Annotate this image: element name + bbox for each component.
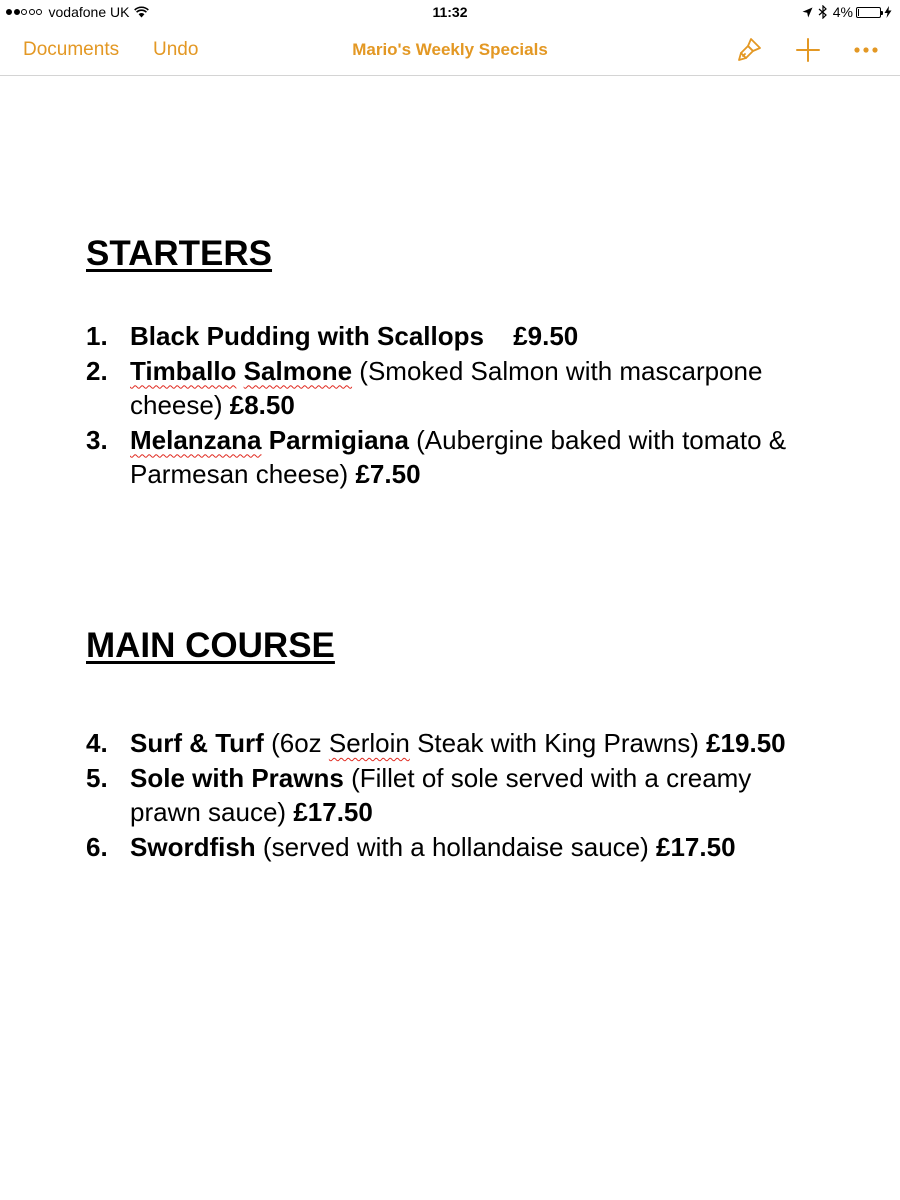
carrier-name: vodafone UK	[48, 4, 130, 20]
item-number: 2.	[86, 355, 108, 386]
battery-fill	[858, 9, 859, 16]
item-price: £17.50	[293, 797, 373, 827]
item-description-misspelled: Serloin	[328, 728, 410, 758]
document-canvas[interactable]	[0, 76, 900, 1200]
main-course-heading: MAIN COURSE	[86, 626, 335, 665]
main-course-list	[86, 726, 806, 864]
status-bar	[0, 0, 900, 26]
item-number: 5.	[86, 762, 108, 793]
document-title: Mario's Weekly Specials	[352, 40, 548, 59]
toolbar	[0, 26, 900, 76]
starters-heading: STARTERS	[86, 234, 273, 273]
charging-bolt-icon	[884, 6, 892, 18]
item-name: Parmigiana	[268, 424, 409, 455]
item-description: (Aubergine baked with tomato & Parmesan cheese)	[130, 424, 787, 489]
list-item	[86, 354, 806, 423]
item-name: Black Pudding with Scallops	[130, 321, 484, 351]
location-arrow-icon	[802, 7, 813, 18]
more-icon[interactable]	[851, 35, 881, 65]
item-description: (served with a hollandaise sauce)	[262, 831, 649, 862]
item-price: £19.50	[706, 728, 786, 758]
list-item	[86, 830, 806, 865]
list-item	[86, 423, 806, 492]
list-item	[86, 319, 806, 354]
item-number: 4.	[86, 728, 108, 758]
item-number: 1.	[86, 321, 108, 351]
list-item	[86, 726, 806, 761]
plus-icon[interactable]	[793, 35, 823, 65]
paintbrush-icon[interactable]	[734, 35, 764, 65]
item-price: £9.50	[513, 321, 579, 351]
item-name-misspelled: Melanzana	[130, 424, 262, 455]
bluetooth-icon	[818, 5, 828, 19]
item-description: (Fillet of sole served with a creamy prawn sauce)	[130, 762, 752, 827]
list-item	[86, 761, 806, 830]
item-price: £17.50	[656, 831, 736, 862]
battery-percentage: 4%	[832, 4, 853, 20]
item-name-misspelled: Timballo	[130, 355, 237, 386]
item-price: £8.50	[229, 390, 295, 420]
starters-list	[86, 319, 806, 492]
status-right	[802, 4, 892, 20]
item-description: (6oz	[271, 728, 322, 758]
documents-button[interactable]: Documents	[23, 39, 120, 60]
item-name-misspelled: Salmone	[243, 355, 353, 386]
item-description: Steak with King Prawns)	[417, 728, 699, 758]
item-number: 6.	[86, 831, 108, 862]
undo-button[interactable]: Undo	[153, 39, 199, 60]
item-name: Surf & Turf	[130, 728, 264, 758]
item-name: Swordfish	[130, 831, 256, 862]
status-time: 11:32	[432, 4, 468, 20]
item-description: (Smoked Salmon with mascarpone cheese)	[130, 355, 763, 420]
item-name: Sole with Prawns	[130, 762, 344, 793]
battery-icon	[856, 7, 881, 18]
item-number: 3.	[86, 424, 108, 455]
item-price: £7.50	[355, 459, 421, 489]
